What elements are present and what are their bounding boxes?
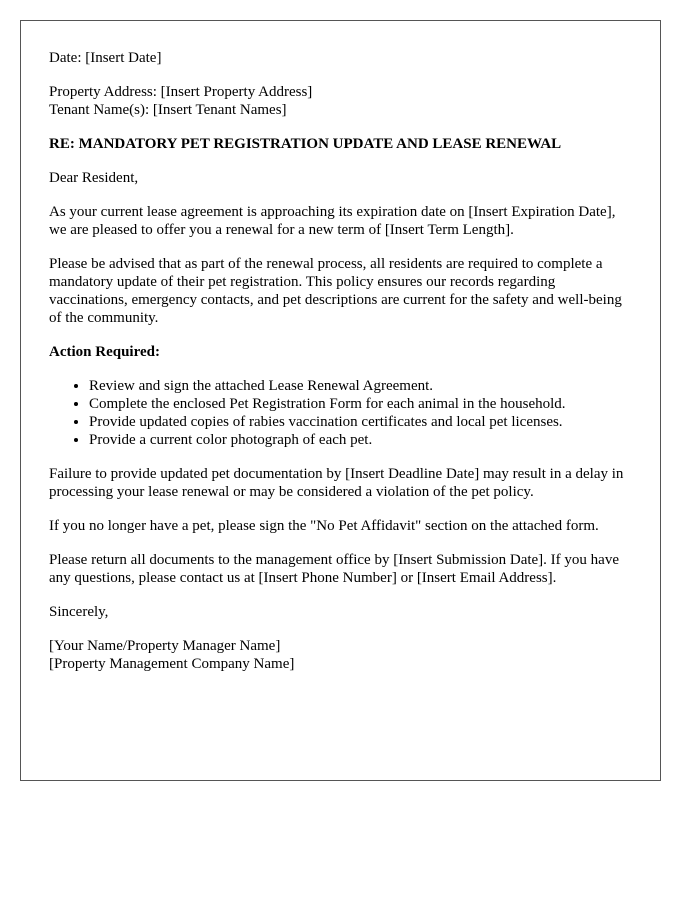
- signature-company: [Property Management Company Name]: [49, 656, 295, 672]
- list-item: • Complete the enclosed Pet Registration Form for each animal in the household.: [89, 395, 632, 413]
- paragraph-deadline: Failure to provide updated pet documentation by [Insert Deadline Date] may result in a delay in processing your lease renewal or may be considered a violation of the pet policy.: [49, 466, 624, 500]
- letter-page: [20, 20, 661, 781]
- address-block: [49, 83, 632, 119]
- action-list: [49, 377, 632, 449]
- paragraph-contact: Please return all documents to the management office by [Insert Submission Date]. If you have any questions, please contact us at [Insert Phone Number] or [Insert Email Address].: [49, 552, 619, 586]
- tenant-names: Tenant Name(s): [Insert Tenant Names]: [49, 102, 287, 118]
- closing: Sincerely,: [49, 604, 109, 620]
- list-item: • Provide updated copies of rabies vaccination certificates and local pet licenses.: [89, 413, 632, 431]
- signature-name: [Your Name/Property Manager Name]: [49, 638, 281, 654]
- action-required-heading: Action Required:: [49, 344, 160, 360]
- property-address: Property Address: [Insert Property Address]: [49, 84, 313, 100]
- salutation: Dear Resident,: [49, 170, 139, 186]
- signature-block: [49, 637, 632, 673]
- subject-line: RE: MANDATORY PET REGISTRATION UPDATE AND LEASE RENEWAL: [49, 136, 562, 152]
- paragraph-renewal-offer: As your current lease agreement is approaching its expiration date on [Insert Expiration Date], we are pleased to offer you a renewal for a new term of [Insert Term Length].: [49, 204, 616, 238]
- date-line: Date: [Insert Date]: [49, 50, 162, 66]
- paragraph-pet-registration: Please be advised that as part of the renewal process, all residents are required to complete a mandatory update of their pet registration. This policy ensures our records regarding vaccinations, emergency contacts, and pet descriptions are current for the safety and well-being of the community.: [49, 256, 622, 326]
- paragraph-no-pet: If you no longer have a pet, please sign the "No Pet Affidavit" section on the attached form.: [49, 518, 599, 534]
- list-item: • Provide a current color photograph of each pet.: [89, 431, 632, 449]
- list-item: • Review and sign the attached Lease Renewal Agreement.: [89, 377, 632, 395]
